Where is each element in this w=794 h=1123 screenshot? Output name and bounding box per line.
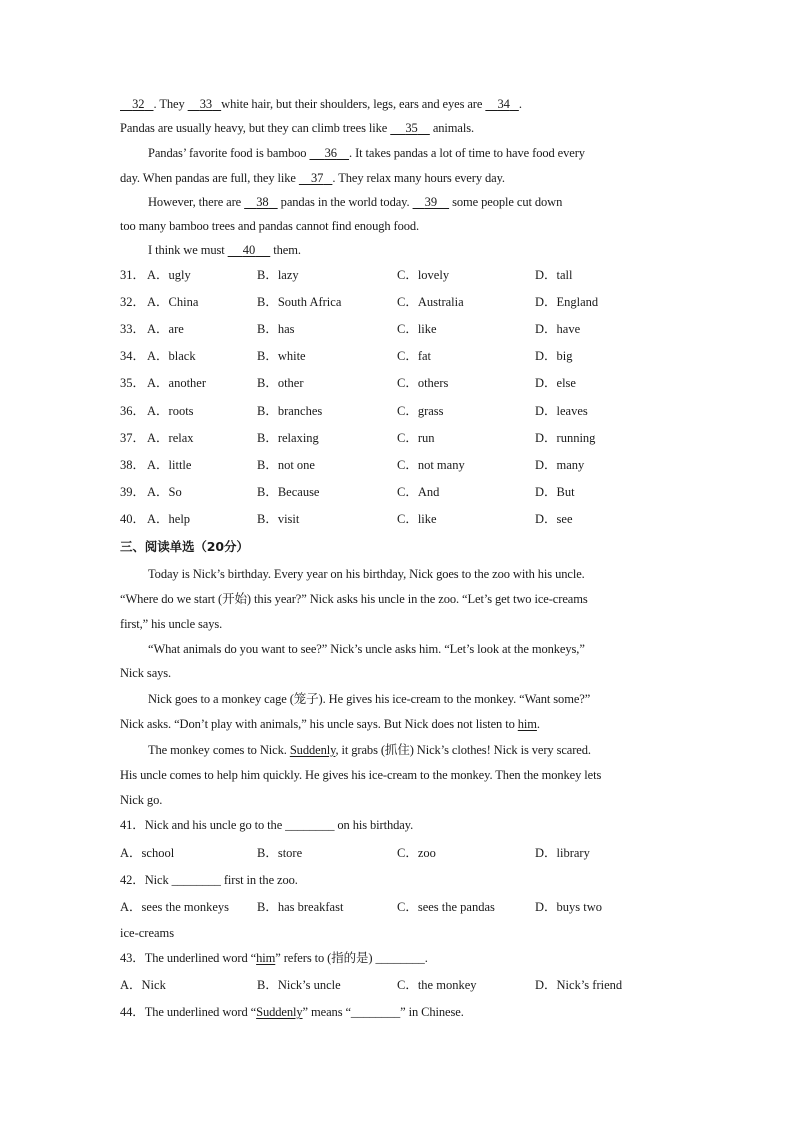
question-number: 34． xyxy=(120,349,146,363)
option-d: D．England xyxy=(535,295,599,309)
passage-line-7: I think we must 40 them. xyxy=(148,243,301,257)
option-c: C．not many xyxy=(397,458,465,472)
option-c: C．like xyxy=(397,512,437,526)
option-b: B．visit xyxy=(257,512,300,526)
option-d: D．see xyxy=(535,512,573,526)
question-number: 37． xyxy=(120,431,146,445)
passage-line-2: Pandas are usually heavy, but they can climb trees like 35 animals. xyxy=(120,121,475,135)
option-b: B．relaxing xyxy=(257,431,319,445)
option-c: C．lovely xyxy=(397,268,450,282)
option-a: A．sees the monkeys xyxy=(120,900,230,914)
reading-line: His uncle comes to help him quickly. He gives his ice-cream to the monkey. Then the monkey lets xyxy=(120,768,602,782)
blank-40: 40 xyxy=(242,243,256,257)
blank-37: 37 xyxy=(310,171,324,185)
reading-line: Nick goes to a monkey cage (笼子). He gives his ice-cream to the monkey. “Want some?” xyxy=(148,692,591,706)
reading-line: first,” his uncle says. xyxy=(120,617,223,631)
question-43: 43．The underlined word “him” refers to (指的是) ________. xyxy=(120,951,428,965)
underlined-word-suddenly: Suddenly xyxy=(289,743,336,757)
option-d: D．have xyxy=(535,322,581,336)
option-c: C．Australia xyxy=(397,295,464,309)
option-a: A．school xyxy=(120,846,175,860)
question-number: 33． xyxy=(120,322,146,336)
passage-line-4: day. When pandas are full, they like 37 . They relax many hours every day. xyxy=(120,171,505,185)
option-b: B．branches xyxy=(257,404,323,418)
reading-line: “Where do we start (开始) this year?” Nick asks his uncle in the zoo. “Let’s get two ice-creams xyxy=(120,592,588,606)
reading-line: Today is Nick’s birthday. Every year on his birthday, Nick goes to the zoo with his uncle. xyxy=(148,567,585,581)
option-c: C．grass xyxy=(397,404,444,418)
option-b: B．white xyxy=(257,349,306,363)
option-a: A．roots xyxy=(147,404,194,418)
option-b: B．other xyxy=(257,376,304,390)
option-c: C．run xyxy=(397,431,435,445)
option-d: D．But xyxy=(535,485,575,499)
option-a: A．help xyxy=(147,512,191,526)
passage-line-5: However, there are 38 pandas in the world today. 39 some people cut down xyxy=(148,195,563,209)
question-number: 35． xyxy=(120,376,146,390)
blank-34: 34 xyxy=(497,97,510,111)
option-b: B．has xyxy=(257,322,295,336)
option-d: D．else xyxy=(535,376,576,390)
question-number: 31． xyxy=(120,268,146,282)
option-d: D．running xyxy=(535,431,596,445)
question-number: 39． xyxy=(120,485,146,499)
option-d: D．many xyxy=(535,458,585,472)
option-a: A．black xyxy=(147,349,196,363)
option-c: C．sees the pandas xyxy=(397,900,495,914)
reading-line: Nick says. xyxy=(120,666,172,680)
option-c: C．the monkey xyxy=(397,978,477,992)
option-c: C．fat xyxy=(397,349,432,363)
option-a: A．So xyxy=(147,485,182,499)
option-d: D．tall xyxy=(535,268,573,282)
blank-33: 33 xyxy=(199,97,213,111)
option-b: B．Because xyxy=(257,485,320,499)
option-c: C．And xyxy=(397,485,440,499)
option-b: B．lazy xyxy=(257,268,299,282)
passage-line-6: too many bamboo trees and pandas cannot find enough food. xyxy=(120,219,420,233)
option-b: B．has breakfast xyxy=(257,900,344,914)
option-b: B．Nick’s uncle xyxy=(257,978,341,992)
passage-line-1: 32 . They 33 white hair, but their shoulders, legs, ears and eyes are 34 . xyxy=(120,96,522,112)
option-a: A．China xyxy=(147,295,199,309)
question-number: 36． xyxy=(120,404,146,418)
question-44: 44．The underlined word “Suddenly” means “________” in Chinese. xyxy=(120,1005,464,1019)
underlined-word-him: him xyxy=(517,717,537,731)
question-42: 42．Nick ________ first in the zoo. xyxy=(120,873,298,887)
option-a: A．ugly xyxy=(147,268,191,282)
section-heading: 三、阅读单选（20分） xyxy=(120,539,249,554)
option-d: D．Nick’s friend xyxy=(535,978,623,992)
passage-line-3: Pandas’ favorite food is bamboo 36 . It takes pandas a lot of time to have food every xyxy=(148,146,585,160)
blank-35: 35 xyxy=(405,121,418,135)
option-c: C．like xyxy=(397,322,437,336)
blank-32: 32 xyxy=(132,97,145,111)
blank-36: 36 xyxy=(324,146,337,160)
option-a: A．little xyxy=(147,458,192,472)
option-a: A．Nick xyxy=(120,978,166,992)
reading-line: Nick go. xyxy=(120,793,163,807)
option-c: C．zoo xyxy=(397,846,436,860)
reading-line: The monkey comes to Nick. Suddenly, it grabs (抓住) Nick’s clothes! Nick is very scared. xyxy=(148,743,591,757)
reading-line: “What animals do you want to see?” Nick’s uncle asks him. “Let’s look at the monkeys,” xyxy=(148,642,585,656)
option-d: D．buys two xyxy=(535,900,603,914)
option-a: A．another xyxy=(147,376,207,390)
question-number: 38． xyxy=(120,458,146,472)
option-d-continued: ice-creams xyxy=(120,926,175,940)
question-number: 32． xyxy=(120,295,146,309)
option-b: B．not one xyxy=(257,458,315,472)
option-a: A．are xyxy=(147,322,184,336)
option-d: D．leaves xyxy=(535,404,588,418)
option-d: D．big xyxy=(535,349,573,363)
blank-38: 38 xyxy=(256,195,269,209)
option-b: B．store xyxy=(257,846,303,860)
option-d: D．library xyxy=(535,846,590,860)
question-41: 41．Nick and his uncle go to the ________ on his birthday. xyxy=(120,818,414,832)
question-number: 40． xyxy=(120,512,146,526)
option-b: B．South Africa xyxy=(257,295,342,309)
reading-line: Nick asks. “Don’t play with animals,” his uncle says. But Nick does not listen to him. xyxy=(120,717,540,731)
blank-39: 39 xyxy=(424,195,437,209)
option-a: A．relax xyxy=(147,431,194,445)
option-c: C．others xyxy=(397,376,449,390)
